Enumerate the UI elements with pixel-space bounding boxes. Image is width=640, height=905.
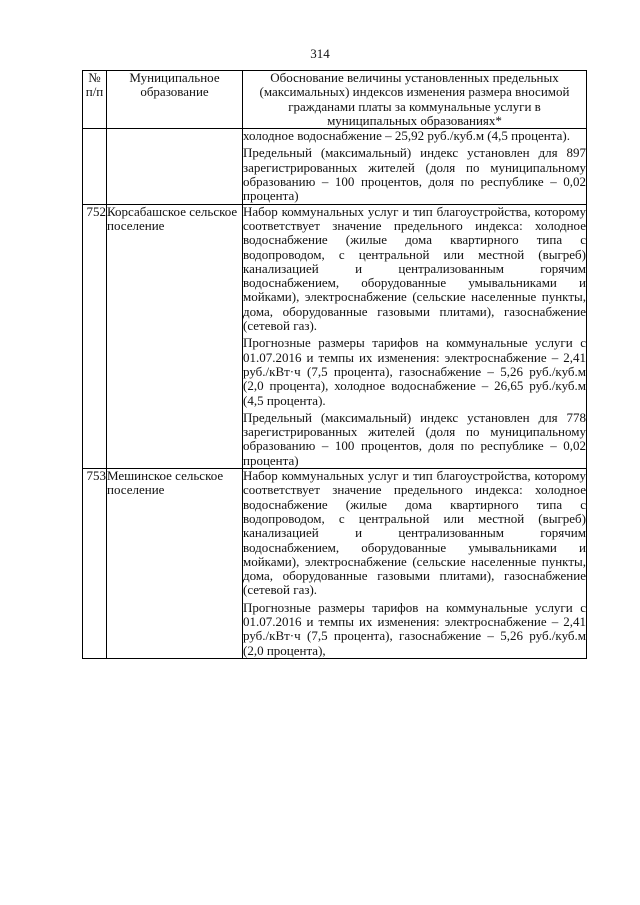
header-number: № п/п	[83, 71, 107, 129]
header-municipality: Муниципальное образование	[107, 71, 243, 129]
table-row	[83, 469, 587, 659]
page-number: 314	[310, 46, 330, 61]
justification-paragraph: Прогнозные размеры тарифов на коммунальные услуги с 01.07.2016 и темпы их изменения: электроснабжение – 2,41 руб./кВт·ч (7,5 процента), газоснабжение – 5,26 руб./куб.м (2,0 процента),	[243, 599, 586, 658]
row-municipality: Корсабашское сельское поселение	[107, 204, 243, 468]
table-header-row	[83, 71, 587, 129]
header-justification: Обоснование величины установленных предельных (максимальных) индексов изменения размера вносимой гражданами платы за коммунальные услуги в муниципальных образованиях*	[243, 71, 587, 129]
justification-paragraph: Набор коммунальных услуг и тип благоустройства, которому соответствует значение предельного индекса: холодное водоснабжение (жилые дома квартирного типа с водопроводом, с центральной или местной (выгреб) канализацией и централизованным горячим водоснабжением, оборудованные умывальниками и мойками), электроснабжение (сельские населенные пункты, дома, оборудованные газовыми плитами), газоснабжение (сетевой газ).	[243, 203, 586, 334]
row-number: 752	[83, 204, 107, 468]
row-justification	[243, 129, 587, 204]
justification-paragraph: Предельный (максимальный) индекс установлен для 897 зарегистрированных жителей (доля по муниципальному образованию – 100 процентов, доля по республике – 0,02 процента)	[243, 145, 586, 204]
justification-paragraph: Набор коммунальных услуг и тип благоустройства, которому соответствует значение предельного индекса: холодное водоснабжение (жилые дома квартирного типа с водопроводом, с центральной или местной (выгреб) канализацией и централизованным горячим водоснабжением, оборудованные умывальниками и мойками), электроснабжение (сельские населенные пункты, дома, оборудованные газовыми плитами), газоснабжение (сетевой газ).	[243, 468, 586, 598]
table-row	[83, 204, 587, 468]
row-number	[83, 129, 107, 204]
row-justification	[243, 204, 587, 468]
table-row	[83, 129, 587, 204]
row-municipality	[107, 129, 243, 204]
justification-paragraph: холодное водоснабжение – 25,92 руб./куб.м (4,5 процента).	[243, 128, 570, 144]
justification-paragraph: Предельный (максимальный) индекс установлен для 778 зарегистрированных жителей (доля по муниципальному образованию – 100 процентов, доля по республике – 0,02 процента)	[243, 409, 586, 468]
justification-paragraph: Прогнозные размеры тарифов на коммунальные услуги с 01.07.2016 и темпы их изменения: электроснабжение – 2,41 руб./кВт·ч (7,5 процента), газоснабжение – 5,26 руб./куб.м (2,0 процента), холодное водоснабжение – 26,65 руб./куб.м (4,5 процента).	[243, 335, 586, 408]
row-justification	[243, 469, 587, 659]
row-number: 753	[83, 469, 107, 659]
tariff-justification-table	[82, 70, 587, 659]
row-municipality: Мешинское сельское поселение	[107, 469, 243, 659]
